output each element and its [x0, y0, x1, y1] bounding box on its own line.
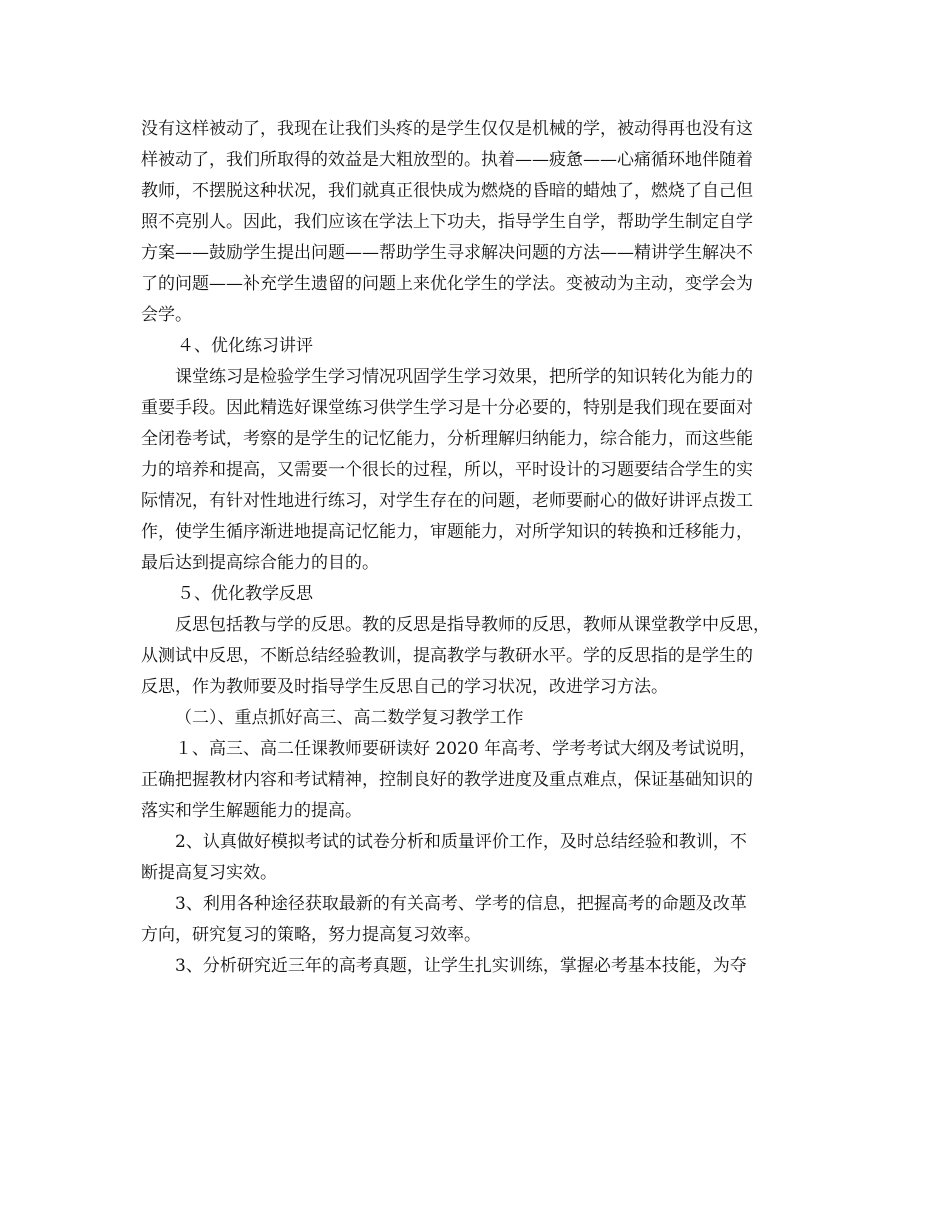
body-line: 教师，不摆脱这种状况，我们就真正很快成为燃烧的昏暗的蜡烛了，燃烧了自己但	[141, 181, 753, 201]
body-line: 最后达到提高综合能力的目的。	[141, 553, 379, 573]
paragraph-start-line: 课堂练习是检验学生学习情况巩固学生学习效果，把所学的知识转化为能力的	[175, 367, 753, 387]
paragraph-start-line: 反思包括教与学的反思。教的反思是指导教师的反思，教师从课堂教学中反思，	[175, 615, 770, 635]
section-heading: ４、优化练习讲评	[177, 336, 313, 356]
body-line: 从测试中反思，不断总结经验教训，提高教学与教研水平。学的反思指的是学生的	[141, 646, 753, 666]
document-body	[141, 114, 821, 982]
body-line: 了的问题——补充学生遗留的问题上来优化学生的学法。变被动为主动，变学会为	[141, 274, 753, 294]
body-line: 作，使学生循序渐进地提高记忆能力，审题能力，对所学知识的转换和迁移能力，	[141, 522, 753, 542]
body-line: 落实和学生解题能力的提高。	[141, 801, 362, 821]
paragraph-start-line: １、高三、高二任课教师要研读好 2020 年高考、学考考试大纲及考试说明，	[175, 739, 757, 759]
body-line: 样被动了，我们所取得的效益是大粗放型的。执着——疲惫——心痛循环地伴随着	[141, 150, 753, 170]
paragraph-start-line: 3、分析研究近三年的高考真题，让学生扎实训练，掌握必考基本技能，为夺	[175, 956, 747, 976]
paragraph-start-line: 3、利用各种途径获取最新的有关高考、学考的信息，把握高考的命题及改革	[175, 894, 747, 914]
body-line: 方向，研究复习的策略，努力提高复习效率。	[141, 925, 481, 945]
body-line: 反思，作为教师要及时指导学生反思自己的学习状况，改进学习方法。	[141, 677, 668, 697]
body-line: 正确把握教材内容和考试精神，控制良好的教学进度及重点难点，保证基础知识的	[141, 770, 753, 790]
body-line: 没有这样被动了，我现在让我们头疼的是学生仅仅是机械的学，被动得再也没有这	[141, 119, 753, 139]
body-line: 会学。	[141, 305, 192, 325]
body-line: 重要手段。因此精选好课堂练习供学生学习是十分必要的，特别是我们现在要面对	[141, 398, 753, 418]
body-line: 际情况，有针对性地进行练习，对学生存在的问题，老师要耐心的做好讲评点拨工	[141, 491, 753, 511]
section-heading: （二）、重点抓好高三、高二数学复习教学工作	[175, 708, 524, 728]
body-line: 全闭卷考试，考察的是学生的记忆能力，分析理解归纳能力，综合能力，而这些能	[141, 429, 753, 449]
body-line: 断提高复习实效。	[141, 863, 277, 883]
body-line: 力的培养和提高，又需要一个很长的过程，所以，平时设计的习题要结合学生的实	[141, 460, 753, 480]
section-heading: ５、优化教学反思	[177, 584, 313, 604]
body-line: 方案——鼓励学生提出问题——帮助学生寻求解决问题的方法——精讲学生解决不	[141, 243, 753, 263]
paragraph-start-line: 2、认真做好模拟考试的试卷分析和质量评价工作，及时总结经验和教训，不	[175, 832, 747, 852]
body-line: 照不亮别人。因此，我们应该在学法上下功夫，指导学生自学，帮助学生制定自学	[141, 212, 753, 232]
